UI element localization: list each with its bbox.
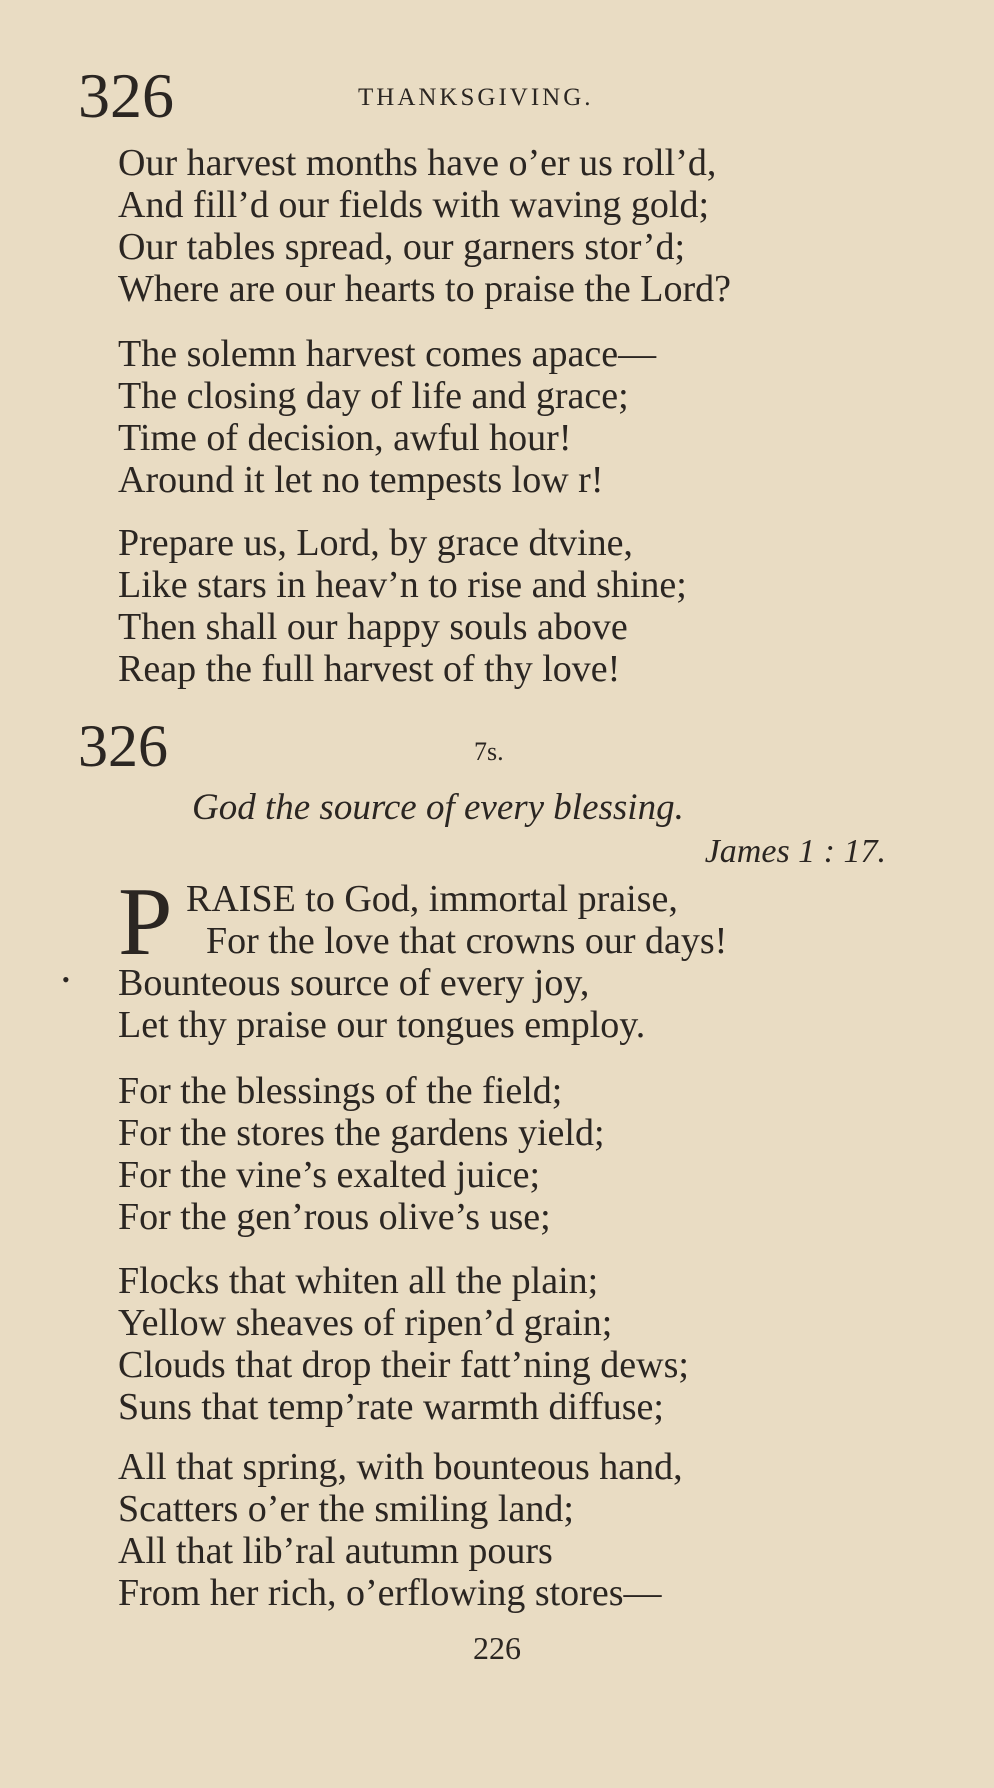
verse-line: From her rich, o’erflowing stores—: [118, 1572, 662, 1614]
page-number: 326: [78, 60, 174, 131]
drop-cap: P: [118, 868, 173, 976]
verse-line: Like stars in heav’n to rise and shine;: [118, 564, 687, 606]
verse-line: Prepare us, Lord, by grace dtvine,: [118, 522, 633, 564]
verse-line: Let thy praise our tongues employ.: [118, 1004, 646, 1046]
verse-line: Flocks that whiten all the plain;: [118, 1260, 599, 1302]
verse-line: The solemn harvest comes apace—: [118, 333, 657, 375]
hymn-stanza-4: [118, 1446, 938, 1614]
folio-number: 226: [473, 1630, 521, 1666]
verse-line: And fill’d our fields with waving gold;: [118, 184, 710, 226]
stanza-previous-1: [118, 142, 938, 310]
hymn-number: 326: [78, 713, 168, 779]
hymn-stanza-3: [118, 1260, 938, 1428]
verse-line: Time of decision, awful hour!: [118, 417, 572, 459]
hymn-stanza-1: [118, 868, 938, 1046]
stanza-previous-2: [118, 333, 938, 501]
verse-line: RAISE to God, immortal praise,: [186, 878, 678, 920]
verse-line: For the stores the gardens yield;: [118, 1112, 605, 1154]
section-title: THANKSGIVING.: [358, 84, 594, 111]
verse-line: The closing day of life and grace;: [118, 375, 629, 417]
verse-line: Suns that temp’rate warmth diffuse;: [118, 1386, 664, 1428]
verse-line: Our harvest months have o’er us roll’d,: [118, 142, 717, 184]
verse-line: Then shall our happy souls above: [118, 606, 628, 648]
verse-line: Yellow sheaves of ripen’d grain;: [118, 1302, 613, 1344]
hymn-stanza-2: [118, 1070, 938, 1238]
verse-line: Where are our hearts to praise the Lord?: [118, 268, 731, 310]
hymn-heading: [78, 706, 918, 786]
stanza-previous-3: [118, 522, 938, 690]
verse-line: For the love that crowns our days!: [206, 920, 728, 962]
verse-line: Reap the full harvest of thy love!: [118, 648, 621, 690]
verse-line: All that lib’ral autumn pours: [118, 1530, 553, 1572]
verse-line: Clouds that drop their fatt’ning dews;: [118, 1344, 689, 1386]
verse-line: Scatters o’er the smiling land;: [118, 1488, 574, 1530]
scripture-reference: James 1 : 17.: [704, 833, 886, 870]
page-header: [78, 56, 918, 136]
verse-line: For the gen’rous olive’s use;: [118, 1196, 551, 1238]
verse-line: Around it let no tempests low r!: [118, 459, 604, 501]
hymn-meter: 7s.: [474, 737, 504, 766]
hymn-subtitle: God the source of every blessing.: [192, 787, 684, 828]
margin-bullet: •: [62, 967, 70, 992]
verse-line: For the vine’s exalted juice;: [118, 1154, 541, 1196]
verse-line: All that spring, with bounteous hand,: [118, 1446, 683, 1488]
verse-line: For the blessings of the field;: [118, 1070, 563, 1112]
verse-line: Our tables spread, our garners stor’d;: [118, 226, 686, 268]
verse-line: Bounteous source of every joy,: [118, 962, 590, 1004]
